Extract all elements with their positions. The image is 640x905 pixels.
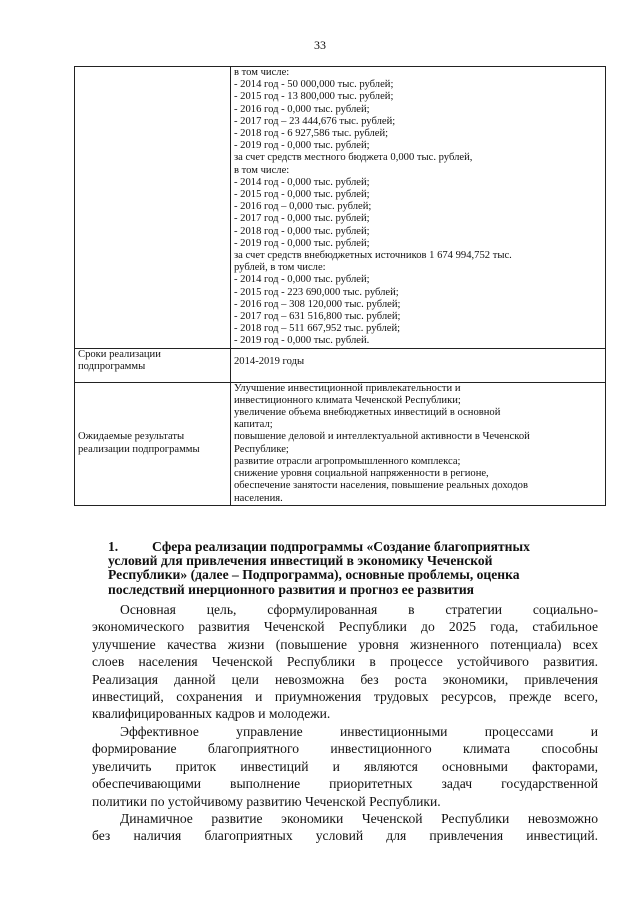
results-line: повышение деловой и интеллектуальной активности в Чеченской [234,431,530,443]
finance-line: - 2014 год - 50 000,000 тыс. рублей; [234,79,394,91]
finance-line: - 2019 год - 0,000 тыс. рублей; [234,237,370,249]
results-line: обеспечение занятости населения, повышение реальных доходов [234,480,528,492]
finance-line: за счет средств внебюджетных источников 1 674 994,752 тыс. [234,250,512,262]
section-number: 1. [108,539,119,554]
paragraph-line: улучшение качества жизни (повышение уровня жизненного потенциала) всех [92,636,598,652]
heading-text: Сфера реализации подпрограммы «Создание благоприятных [152,539,530,554]
paragraph-line: Основная цель, сформулированная в стратегии социально- [120,602,598,617]
finance-line: - 2019 год - 0,000 тыс. рублей; [234,140,370,152]
finance-line: - 2014 год - 0,000 тыс. рублей; [234,274,370,286]
finance-label-cell [75,67,231,349]
finance-line: - 2015 год - 223 690,000 тыс. рублей; [234,286,399,298]
paragraph-line: квалифицированных кадров и молодежи. [92,706,331,722]
paragraph-line: Реализация данной цели невозможна без роста экономики, привлечения [92,671,598,687]
finance-line: - 2017 год – 631 516,800 тыс. рублей; [234,311,401,323]
finance-line: - 2018 год – 511 667,952 тыс. рублей; [234,323,401,335]
paragraph-line: инвестиций, сохранения и приумножения трудовых ресурсов, прежде всего, [92,689,598,705]
paragraph-line: Динамичное развитие экономики Чеченской Республики невозможно [120,811,598,826]
heading-line: последствий инерционного развития и прогноз ее развития [108,581,475,597]
paragraph-line: слоев населения Чеченской Республики в процессе устойчивого развития. [92,654,598,670]
term-row [75,348,606,382]
results-label-line: Ожидаемые результаты [78,431,185,443]
paragraph-line: увеличить приток инвестиций и являются основными факторами, [92,758,598,774]
results-line: инвестиционного климата Чеченской Республики; [234,394,461,406]
finance-line: - 2016 год - 0,000 тыс. рублей; [234,103,370,115]
paragraph [92,810,598,845]
finance-line: - 2018 год - 6 927,586 тыс. рублей; [234,128,389,140]
finance-line: за счет средств местного бюджета 0,000 тыс. рублей, [234,152,473,164]
finance-line: рублей, в том числе: [234,262,326,274]
paragraph-line: обеспечивающими выполнение приоритетных задач государственной [92,776,598,792]
paragraph-line: формирование благоприятного инвестиционного климата способны [92,741,598,757]
results-line: Республике; [234,443,289,455]
paragraph [92,601,598,723]
finance-line: - 2019 год - 0,000 тыс. рублей. [234,335,370,347]
finance-line: - 2017 год – 23 444,676 тыс. рублей; [234,115,396,127]
heading-line: Республики» (далее – Подпрограмма), основные проблемы, оценка [108,567,520,583]
heading-line: условий для привлечения инвестиций в экономику Чеченской [108,553,493,569]
results-row [75,382,606,505]
results-line: населения. [234,492,283,504]
finance-line: в том числе: [234,164,290,176]
finance-line: в том числе: [234,67,290,78]
paragraph-line: политики по устойчивому развитию Чеченской Республики. [92,793,441,809]
paragraph [92,723,598,810]
section-heading [108,540,588,597]
results-line: развитие отрасли агропромышленного комплекса; [234,455,461,467]
results-line: капитал; [234,419,273,431]
subprogram-passport-table [74,66,606,506]
paragraph-line: Эффективное управление инвестиционными процессами и [120,724,598,739]
results-line: снижение уровня социальной напряженности в регионе, [234,468,489,480]
results-line: увеличение объема внебюджетных инвестиций в основной [234,407,501,419]
finance-line: - 2017 год - 0,000 тыс. рублей; [234,213,370,225]
term-label-line: подпрограммы [78,360,146,372]
finance-value-cell [231,67,606,349]
page-number: 33 [314,38,326,52]
finance-line: - 2015 год - 0,000 тыс. рублей; [234,189,370,201]
finance-line: - 2018 год - 0,000 тыс. рублей; [234,225,370,237]
term-value-cell: 2014-2019 годы [231,348,606,382]
finance-line: - 2014 год - 0,000 тыс. рублей; [234,176,370,188]
term-label-line: Сроки реализации [78,348,161,360]
finance-line: - 2015 год - 13 800,000 тыс. рублей; [234,91,394,103]
paragraph-line: экономического развития Чеченской Республики до 2025 года, стабильное [92,619,598,635]
heading-line [108,540,588,554]
finance-line: - 2016 год – 0,000 тыс. рублей; [234,201,372,213]
term-label-cell [75,348,231,382]
paragraph-line: без наличия благоприятных условий для привлечения инвестиций. [92,828,598,844]
results-value-cell [231,382,606,505]
results-line: Улучшение инвестиционной привлекательности и [234,382,461,394]
finance-line: - 2016 год – 308 120,000 тыс. рублей; [234,298,401,310]
finance-row [75,67,606,349]
results-label-cell [75,382,231,505]
results-label-line: реализации подпрограммы [78,443,200,455]
